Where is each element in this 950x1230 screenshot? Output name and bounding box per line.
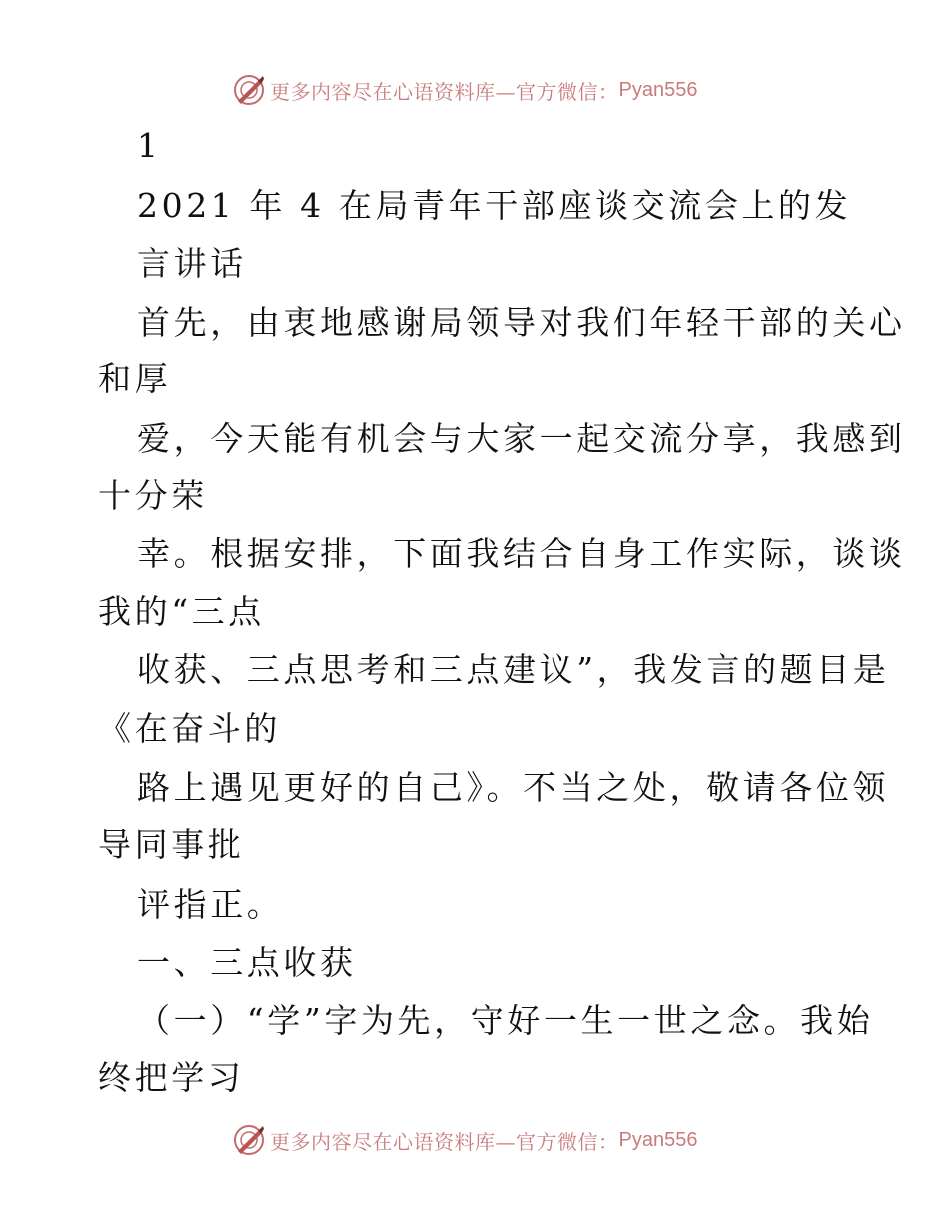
- paragraph-line: 爱，今天能有机会与大家一起交流分享，我感到: [137, 419, 906, 458]
- page-number: 1: [137, 126, 162, 165]
- paragraph-line: 首先，由衷地感谢局领导对我们年轻干部的关心: [137, 303, 906, 342]
- paragraph-line: 导同事批: [98, 825, 245, 864]
- paragraph-line: 《在奋斗的: [98, 709, 281, 748]
- title-line-2: 言讲话: [137, 244, 247, 283]
- watermark-text: 更多内容尽在心语资料库—官方微信：: [270, 1129, 619, 1154]
- paragraph-line: 终把学习: [98, 1058, 245, 1097]
- subsection-heading: （一）“学”字为先，守好一生一世之念。我始: [137, 1001, 874, 1040]
- paragraph-line: 我的“三点: [98, 592, 265, 631]
- watermark-footer: [232, 1122, 697, 1158]
- paragraph-line: 路上遇见更好的自己》。不当之处，敬请各位领: [137, 768, 890, 807]
- title-line-1: 2021 年 4 在局青年干部座谈交流会上的发: [137, 186, 852, 225]
- watermark-text: 更多内容尽在心语资料库—官方微信：: [270, 79, 619, 104]
- watermark-wechat-id: Pyan556: [618, 78, 698, 101]
- paragraph-line: 收获、三点思考和三点建议”，我发言的题目是: [137, 650, 890, 689]
- paragraph-line: 十分荣: [98, 476, 208, 515]
- watermark-wechat-id: Pyan556: [618, 1128, 698, 1151]
- section-heading: 一、三点收获: [137, 943, 357, 982]
- paragraph-line: 幸。根据安排，下面我结合自身工作实际，谈谈: [137, 534, 906, 573]
- paragraph-line: 评指正。: [137, 885, 284, 924]
- pen-logo-icon: [232, 1123, 266, 1157]
- paragraph-line: 和厚: [98, 359, 172, 398]
